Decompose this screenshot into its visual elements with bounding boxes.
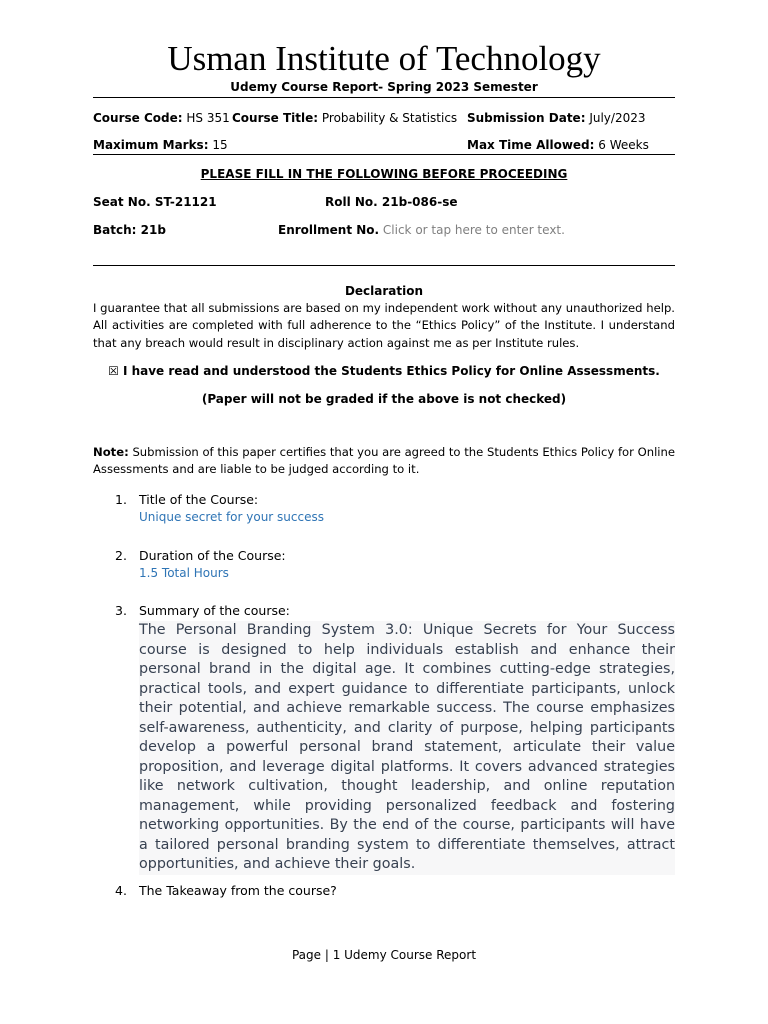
ethics-checkbox-row: [93, 363, 675, 379]
enrollment-field: Enrollment No. Click or tap here to enter text.: [278, 223, 565, 237]
question-number: 3.: [115, 603, 127, 618]
note-label: Note:: [93, 445, 129, 459]
ethics-checkbox-label: I have read and understood the Students Ethics Policy for Online Assessments.: [122, 364, 660, 378]
answer-course-summary[interactable]: The Personal Branding System 3.0: Unique Secrets for Your Success course is designed to help individuals establish and enhance their personal brand in the digital age. It combines cutting-edge strategies, practical tools, and expert guidance to differentiate participants, unlock their potential, and achieve remarkable success. The course emphasizes self-awareness, authenticity, and clarity of purpose, helping participants develop a powerful personal brand statement, articulate their value proposition, and leverage digital platforms. It covers advanced strategies like network cultivation, thought leadership, and online reputation management, while providing personalized feedback and fostering networking opportunities. By the end of the course, participants will have a tailored personal branding system to differentiate themselves, attract opportunities, and achieve their goals.: [139, 621, 675, 875]
question-label: Title of the Course:: [139, 492, 259, 507]
question-number: 2.: [115, 548, 127, 563]
roll-number: Roll No. 21b-086-se: [325, 195, 458, 209]
enrollment-input[interactable]: Click or tap here to enter text.: [382, 223, 565, 237]
maximum-marks: Maximum Marks: 15: [93, 138, 228, 152]
question-label: Duration of the Course:: [139, 548, 286, 563]
answer-course-duration[interactable]: 1.5 Total Hours: [139, 566, 229, 580]
declaration-text: I guarantee that all submissions are based on my independent work without any unauthorized help. All activities are completed with full adherence to the “Ethics Policy” of the Institute. I understand that any breach would result in disciplinary action against me as per Institute rules.: [93, 301, 675, 350]
question-number: 4.: [115, 883, 127, 898]
question-label: The Takeaway from the course?: [139, 883, 337, 898]
declaration-heading: Declaration: [344, 284, 424, 298]
question-label: Summary of the course:: [139, 603, 290, 618]
submission-date: Submission Date: July/2023: [467, 111, 646, 125]
grading-warning: (Paper will not be graded if the above is not checked): [201, 392, 567, 406]
fill-instruction: PLEASE FILL IN THE FOLLOWING BEFORE PROCEEDING: [200, 167, 568, 181]
note-paragraph: [93, 444, 675, 479]
answer-course-title[interactable]: Unique secret for your success: [139, 510, 324, 524]
course-code: Course Code: HS 351: [93, 111, 230, 125]
question-number: 1.: [115, 492, 127, 507]
info-divider: [93, 154, 675, 155]
seat-number: Seat No. ST-21121: [93, 195, 217, 209]
note-text: Submission of this paper certifies that you are agreed to the Students Ethics Policy for Online Assessments and are liable to be judged according to it.: [93, 445, 676, 477]
page-footer: Page | 1 Udemy Course Report: [291, 948, 477, 962]
course-title: Course Title: Probability & Statistics: [232, 111, 458, 125]
header-divider: [93, 97, 675, 98]
batch: Batch: 21b: [93, 223, 166, 237]
institute-title: Usman Institute of Technology: [167, 39, 601, 78]
checkbox-checked-icon[interactable]: ☒: [108, 364, 119, 378]
student-divider: [93, 265, 675, 266]
report-subtitle: Udemy Course Report- Spring 2023 Semester: [230, 80, 538, 94]
max-time-allowed: Max Time Allowed: 6 Weeks: [467, 138, 649, 152]
